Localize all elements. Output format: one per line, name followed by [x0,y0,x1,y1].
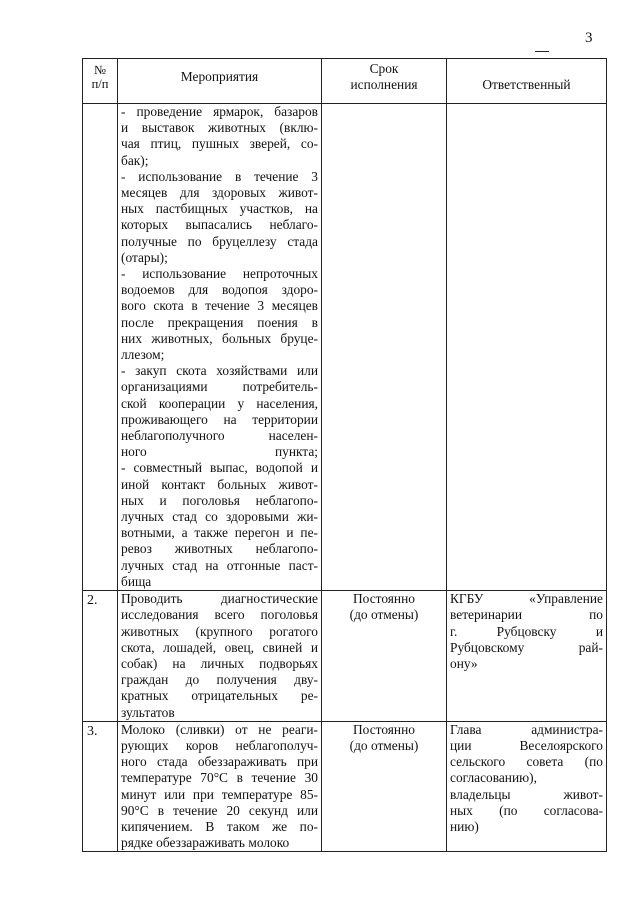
activity-text-line: 90°С в течение 20 секунд или [121,802,318,818]
cell-deadline [322,721,447,852]
activity-text-line: ного пункта; [121,444,318,460]
header-responsible-label: Ответственный [482,77,571,92]
header-deadline [322,59,447,104]
row-number: 3. [87,723,98,739]
activity-text-line: граждан до получения дву- [121,672,318,688]
activity-text-line: которых выпасались неблаго- [121,217,318,233]
activity-text-line: ных пастбищных участков, на [121,201,318,217]
activity-text-line: лучных стад на отгонные паст- [121,557,318,573]
activity-text-line: зультатов [121,704,175,720]
responsible-text-line: владельцы живот- [450,786,603,802]
activity-text-line: получные по бруцеллезу стада [121,233,318,249]
activity-text-line: (отары); [121,249,168,265]
activity-text-line: ного стада обеззараживать при [121,754,318,770]
header-stray-mark [535,51,549,52]
activity-text-line: них животных, больных бруце- [121,330,318,346]
table-row [83,591,607,722]
activity-text-line: вотными, а также перегон и пе- [121,525,318,541]
activity-text-line: скота, лошадей, овец, свиней и [121,639,318,655]
activity-text-line: вого скота в течение 3 месяцев [121,298,318,314]
cell-number [83,591,118,722]
activity-text-line: неблагополучного населен- [121,428,318,444]
activity-text-line: кипячением. В таком же по- [121,818,318,834]
cell-number [83,104,118,591]
activity-text-line: Проводить диагностические [121,591,318,607]
header-number-line: п/п [91,77,109,91]
responsible-text-line: Рубцовскому рай- [450,639,603,655]
activity-text-line: - совместный выпас, водопой и [121,460,318,476]
deadline-text-line: Постоянно [353,721,415,737]
activity-text-line: и выставок животных (вклю- [121,120,318,136]
header-activities-label: Мероприятия [180,69,259,84]
responsible-text-line: Глава администра- [450,721,603,737]
page-number: 3 [585,30,593,46]
cell-deadline [322,591,447,722]
cell-deadline [322,104,447,591]
activity-text-line: после прекращения поения в [121,314,318,330]
activity-text-line: бак); [121,152,149,168]
activity-text-line: минут или при температуре 85- [121,786,318,802]
header-responsible [447,59,607,104]
cell-activities [118,721,322,852]
table-row [83,104,607,591]
header-number-line: № [94,63,106,77]
deadline-text-line: (до отмены) [349,737,419,753]
activity-text-line: ллезом; [121,347,165,363]
deadline-text-line: Постоянно [353,591,415,607]
activity-text-line: кратных отрицательных ре- [121,688,318,704]
activity-text-line: - использование в течение 3 [121,168,318,184]
header-deadline-line: исполнения [350,77,418,92]
responsible-text-line: ных (по согласова- [450,802,603,818]
activity-text-line: - использование непроточных [121,266,318,282]
activity-text-line: проживающего на территории [121,411,318,427]
row-number: 2. [87,593,98,609]
table-row [83,721,607,852]
deadline-text-line: (до отмены) [349,607,419,623]
activity-text-line: ных и поголовья неблагопо- [121,492,318,508]
responsible-text-line: согласованию), [450,770,537,786]
activity-text-line: температуре 70°С в течение 30 [121,770,318,786]
table-header-row [83,59,607,104]
activity-text-line: месяцев для здоровых живот- [121,185,318,201]
cell-responsible [447,591,607,722]
cell-activities [118,104,322,591]
cell-activities [118,591,322,722]
responsible-text-line: сельского совета (по [450,754,603,770]
activity-text-line: ревоз животных неблагопо- [121,541,318,557]
responsible-text-line: КГБУ «Управление [450,591,603,607]
activity-text-line: ской кооперации у населения, [121,395,318,411]
header-deadline-line: Срок [369,61,399,76]
measures-table [82,58,607,852]
activity-text-line: собак) на личных подворьях [121,655,318,671]
responsible-text-line: ции Веселоярского [450,737,603,753]
activity-text-line: - проведение ярмарок, базаров [121,104,318,119]
header-activities [118,59,322,104]
activity-text-line: организациями потребитель- [121,379,318,395]
activity-text-line: чая птиц, пушных зверей, со- [121,136,318,152]
activity-text-line: - закуп скота хозяйствами или [121,363,318,379]
activity-text-line: рядке обеззараживать молоко [121,835,290,851]
activity-text-line: бища [121,573,152,589]
cell-number [83,721,118,852]
activity-text-line: рующих коров неблагополуч- [121,737,318,753]
responsible-text-line: г. Рубцовску и [450,623,603,639]
activity-text-line: животных (крупного рогатого [121,623,318,639]
responsible-text-line: нию) [450,818,479,834]
activity-text-line: иной контакт больных живот- [121,476,318,492]
cell-responsible [447,104,607,591]
responsible-text-line: ветеринарии по [450,607,603,623]
activity-text-line: Молоко (сливки) от не реаги- [121,721,318,737]
activity-text-line: лучных стад со здоровыми жи- [121,509,318,525]
activity-text-line: исследования всего поголовья [121,607,318,623]
cell-responsible [447,721,607,852]
header-number [83,59,118,104]
responsible-text-line: ону» [450,655,478,671]
activity-text-line: водоемов для водопоя здоро- [121,282,318,298]
